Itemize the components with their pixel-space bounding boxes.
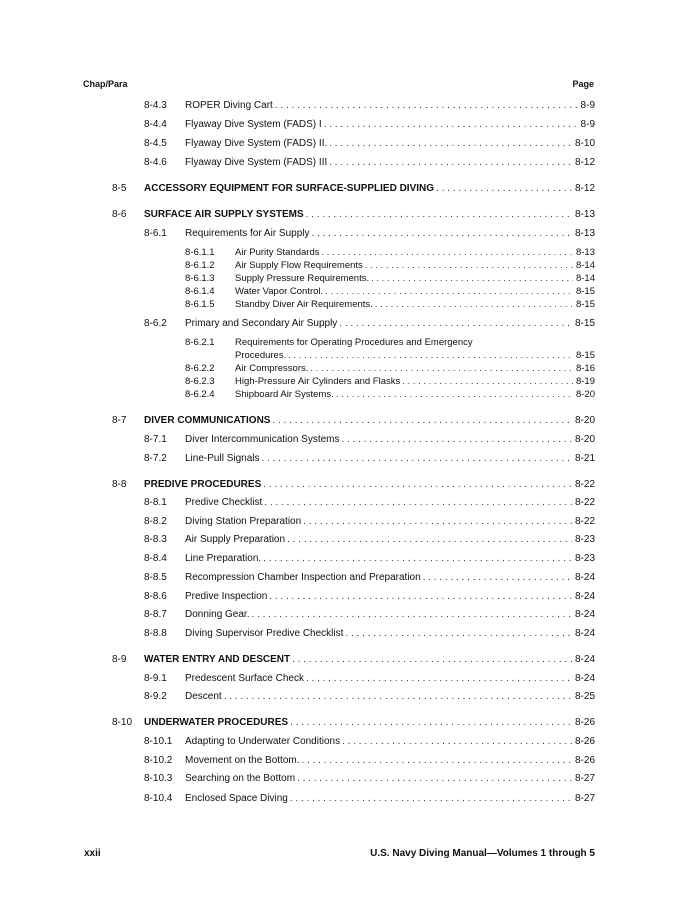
toc-entry-number: 8-6.2 (144, 317, 167, 329)
toc-entry-title: Air Compressors. (235, 362, 309, 374)
toc-section[interactable] (112, 207, 595, 221)
toc-entry-page: 8-12 (574, 156, 595, 168)
toc-entry-page: 8-10 (574, 137, 595, 149)
toc-subentry[interactable] (185, 284, 595, 298)
toc-subentry[interactable] (185, 258, 595, 272)
toc-subentry[interactable] (185, 387, 595, 401)
toc-entry[interactable] (144, 155, 595, 169)
toc-entry-number: 8-6.2.4 (185, 388, 215, 400)
toc-entry-page: 8-24 (574, 590, 595, 602)
toc-entry[interactable] (144, 316, 595, 330)
toc-entry[interactable] (144, 791, 595, 805)
toc-entry-title: ACCESSORY EQUIPMENT FOR SURFACE-SUPPLIED DIVING (144, 182, 435, 194)
toc-entry[interactable] (144, 451, 595, 465)
page-number: xxii (84, 848, 101, 859)
toc-entry-title: Adapting to Underwater Conditions (185, 735, 341, 747)
toc-entry-page: 8-16 (575, 362, 595, 374)
toc-entry-page: 8-22 (574, 478, 595, 490)
toc-entry-title: Line Preparation. (185, 552, 262, 564)
toc-entry-page: 8-13 (574, 208, 595, 220)
toc-entry-title: Air Supply Preparation (185, 533, 286, 545)
toc-section[interactable] (112, 181, 595, 195)
toc-entry-page: 8-25 (574, 690, 595, 702)
toc-entry-number: 8-4.6 (144, 156, 167, 168)
toc-entry-number: 8-6 (112, 208, 127, 220)
toc-entry-number: 8-6.1.3 (185, 272, 215, 284)
toc-entry-title: Flyaway Dive System (FADS) II. (185, 137, 328, 149)
toc-entry-page: 8-19 (575, 375, 595, 387)
toc-entry-title: Requirements for Operating Procedures and Emergency (235, 336, 473, 348)
toc-entry-title: High-Pressure Air Cylinders and Flasks (235, 375, 401, 387)
toc-entry-number: 8-10.4 (144, 792, 173, 804)
toc-entry-number: 8-8.4 (144, 552, 167, 564)
toc-subentry[interactable] (185, 245, 595, 259)
toc-entry-title: Predescent Surface Check (185, 672, 304, 684)
toc-entry-number: 8-8.3 (144, 533, 167, 545)
toc-entry-page: 8-26 (574, 735, 595, 747)
toc-entry-title: Supply Pressure Requirements. (235, 272, 370, 284)
toc-entry-page: 8-21 (574, 452, 595, 464)
toc-entry-page: 8-23 (574, 533, 595, 545)
toc-entry-title: WATER ENTRY AND DESCENT (144, 653, 291, 665)
toc-entry-page: 8-24 (574, 571, 595, 583)
toc-entry-title: Line-Pull Signals (185, 452, 260, 464)
toc-entry[interactable] (144, 226, 595, 240)
toc-entry-page: 8-15 (575, 285, 595, 297)
toc-entry-page: 8-12 (574, 182, 595, 194)
toc-entry[interactable] (144, 136, 595, 150)
toc-entry-page: 8-13 (574, 227, 595, 239)
toc-entry-page: 8-22 (574, 496, 595, 508)
toc-entry[interactable] (144, 607, 595, 621)
toc-entry-title: PREDIVE PROCEDURES (144, 478, 262, 490)
toc-section[interactable] (112, 652, 595, 666)
header-chap-para: Chap/Para (83, 79, 128, 89)
toc-entry-number: 8-10.1 (144, 735, 173, 747)
toc-entry[interactable] (144, 551, 595, 565)
toc-entry-number: 8-6.2.2 (185, 362, 215, 374)
toc-entry-title: Diving Station Preparation (185, 515, 302, 527)
toc-entry[interactable] (144, 98, 595, 112)
toc-entry-title: Predive Checklist (185, 496, 263, 508)
toc-entry-number: 8-6.1 (144, 227, 167, 239)
toc-entry-title: UNDERWATER PROCEDURES (144, 716, 289, 728)
toc-entry-title: Flyaway Dive System (FADS) I (185, 118, 322, 130)
toc-entry-title: Predive Inspection (185, 590, 268, 602)
toc-entry-title: Enclosed Space Diving (185, 792, 288, 804)
toc-subentry[interactable] (185, 297, 595, 311)
toc-entry-page: 8-24 (574, 653, 595, 665)
toc-entry-title: Diver Intercommunication Systems (185, 433, 340, 445)
toc-entry-number: 8-7.1 (144, 433, 167, 445)
toc-entry-page: 8-9 (580, 99, 595, 111)
toc-entry-page: 8-15 (574, 317, 595, 329)
toc-entry[interactable] (144, 570, 595, 584)
toc-entry-title: ROPER Diving Cart (185, 99, 273, 111)
toc-entry-title: Air Supply Flow Requirements (235, 259, 363, 271)
toc-entry-page: 8-13 (575, 246, 595, 258)
toc-entry-title: Standby Diver Air Requirements. (235, 298, 373, 310)
toc-entry-number: 8-6.2.1 (185, 336, 215, 348)
toc-entry-number: 8-6.2.3 (185, 375, 215, 387)
toc-entry-page: 8-14 (575, 272, 595, 284)
toc-entry-page: 8-20 (574, 414, 595, 426)
toc-entry-page: 8-9 (580, 118, 595, 130)
toc-entry[interactable] (144, 589, 595, 603)
toc-entry-title: Movement on the Bottom. (185, 754, 300, 766)
toc-entry[interactable] (144, 432, 595, 446)
toc-subentry[interactable] (185, 335, 595, 349)
toc-entry[interactable] (144, 532, 595, 546)
toc-entry-title: Air Purity Standards (235, 246, 320, 258)
toc-entry[interactable] (144, 514, 595, 528)
toc-entry-page: 8-20 (575, 388, 595, 400)
toc-entry-page: 8-20 (574, 433, 595, 445)
toc-entry-number: 8-8.1 (144, 496, 167, 508)
toc-entry[interactable] (144, 495, 595, 509)
toc-entry-number: 8-9.2 (144, 690, 167, 702)
toc-entry-page: 8-15 (575, 349, 595, 361)
toc-entry-title: Descent (185, 690, 222, 702)
toc-subentry-continued[interactable] (185, 348, 595, 362)
toc-entry-number: 8-8.8 (144, 627, 167, 639)
toc-entry-page: 8-27 (574, 772, 595, 784)
toc-entry-page: 8-26 (574, 754, 595, 766)
toc-entry-number: 8-4.5 (144, 137, 167, 149)
toc-entry[interactable] (144, 753, 595, 767)
toc-entry-number: 8-6.1.2 (185, 259, 215, 271)
toc-entry-title: Water Vapor Control. (235, 285, 324, 297)
toc-entry-number: 8-8.6 (144, 590, 167, 602)
toc-entry-title: SURFACE AIR SUPPLY SYSTEMS (144, 208, 304, 220)
toc-entry-page: 8-24 (574, 627, 595, 639)
toc-entry-number: 8-9 (112, 653, 127, 665)
toc-entry-number: 8-8.2 (144, 515, 167, 527)
toc-entry-page: 8-15 (575, 298, 595, 310)
toc-entry-number: 8-8 (112, 478, 127, 490)
toc-entry-page: 8-27 (574, 792, 595, 804)
toc-entry-number: 8-7.2 (144, 452, 167, 464)
toc-subentry[interactable] (185, 271, 595, 285)
toc-entry-number: 8-8.7 (144, 608, 167, 620)
toc-entry-number: 8-10 (112, 716, 133, 728)
header-page: Page (572, 79, 594, 89)
toc-entry-title-continued: Procedures. (235, 349, 287, 361)
toc-entry-number: 8-4.4 (144, 118, 167, 130)
toc-section[interactable] (112, 715, 595, 729)
toc-section[interactable] (112, 477, 595, 491)
toc-entry-number: 8-7 (112, 414, 127, 426)
toc-entry-title: DIVER COMMUNICATIONS (144, 414, 271, 426)
toc-entry-title: Primary and Secondary Air Supply (185, 317, 338, 329)
toc-entry-title: Donning Gear. (185, 608, 250, 620)
toc-subentry[interactable] (185, 374, 595, 388)
manual-title: U.S. Navy Diving Manual—Volumes 1 through 5 (370, 848, 595, 859)
toc-entry-number: 8-5 (112, 182, 127, 194)
toc-entry-number: 8-6.1.4 (185, 285, 215, 297)
toc-entry-number: 8-10.3 (144, 772, 173, 784)
toc-entry-title: Diving Supervisor Predive Checklist (185, 627, 344, 639)
toc-entry-number: 8-6.1.1 (185, 246, 215, 258)
toc-entry-page: 8-23 (574, 552, 595, 564)
toc-entry[interactable] (144, 771, 595, 785)
toc-entry[interactable] (144, 734, 595, 748)
toc-entry-page: 8-22 (574, 515, 595, 527)
toc-entry-page: 8-24 (574, 608, 595, 620)
toc-entry-title: Requirements for Air Supply (185, 227, 310, 239)
toc-entry-title: Shipboard Air Systems. (235, 388, 334, 400)
toc-entry-number: 8-10.2 (144, 754, 173, 766)
toc-section[interactable] (112, 413, 595, 427)
toc-entry[interactable] (144, 689, 595, 703)
toc-entry-title: Recompression Chamber Inspection and Preparation (185, 571, 421, 583)
toc-entry-number: 8-8.5 (144, 571, 167, 583)
toc-entry-number: 8-4.3 (144, 99, 167, 111)
toc-entry-page: 8-24 (574, 672, 595, 684)
toc-entry[interactable] (144, 626, 595, 640)
toc-entry[interactable] (144, 671, 595, 685)
toc-entry-page: 8-26 (574, 716, 595, 728)
toc-entry-page: 8-14 (575, 259, 595, 271)
toc-entry-title: Searching on the Bottom (185, 772, 296, 784)
toc-subentry[interactable] (185, 361, 595, 375)
toc-entry-title: Flyaway Dive System (FADS) III (185, 156, 328, 168)
toc-entry-number: 8-9.1 (144, 672, 167, 684)
toc-entry-number: 8-6.1.5 (185, 298, 215, 310)
toc-entry[interactable] (144, 117, 595, 131)
